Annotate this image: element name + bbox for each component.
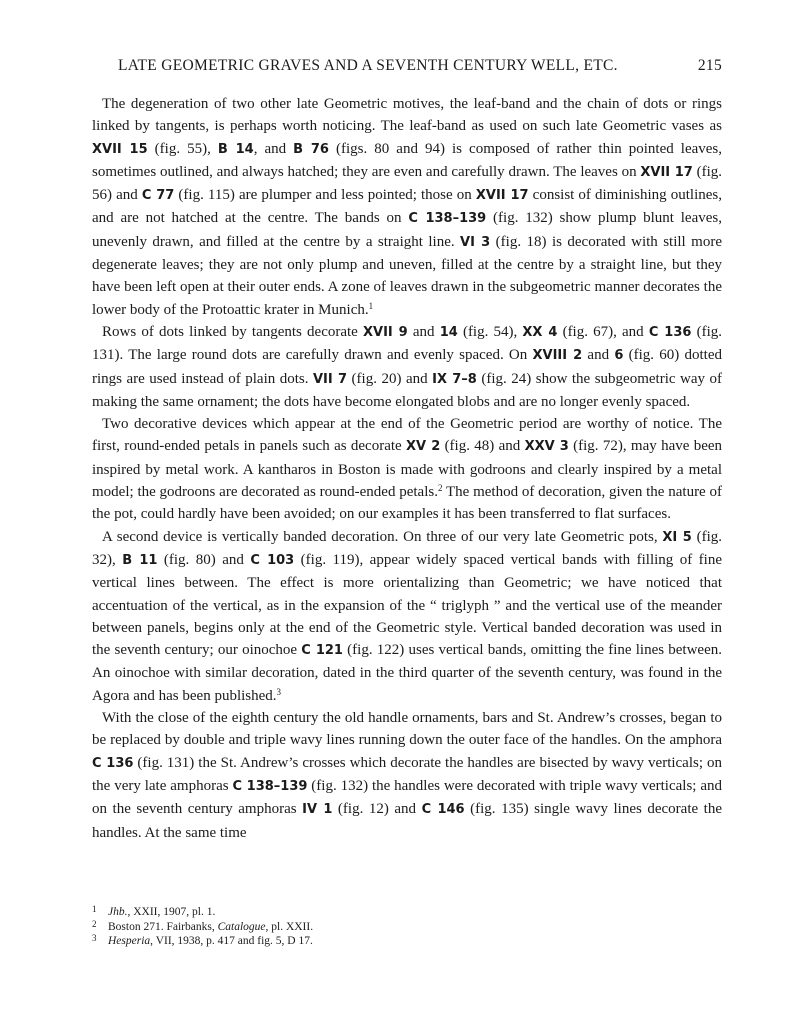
catalogue-reference: IV 1	[302, 802, 333, 818]
catalogue-reference: C 103	[250, 552, 295, 568]
catalogue-reference: C 136	[648, 324, 692, 340]
text-run: (fig. 131). The large round dots are carefully drawn and evenly spaced. On	[92, 323, 722, 364]
text-run: and	[582, 347, 615, 364]
paragraph	[92, 93, 722, 321]
footnote-text: , VII, 1938, p. 417 and fig. 5, D 17.	[150, 935, 313, 947]
running-title: LATE GEOMETRIC GRAVES AND A SEVENTH CENTURY WELL, ETC.	[118, 57, 618, 74]
catalogue-reference: XVII 9	[363, 324, 408, 340]
catalogue-reference: XXV 3	[524, 439, 569, 455]
paragraph	[92, 707, 722, 844]
catalogue-reference: XVII 17	[475, 188, 529, 204]
catalogue-reference: B 76	[293, 141, 329, 157]
catalogue-reference: XI 5	[662, 529, 692, 545]
text-run: (fig. 20) and	[347, 370, 433, 387]
catalogue-reference: XVIII 2	[532, 348, 583, 364]
body-text	[92, 93, 722, 844]
footnotes	[92, 905, 722, 949]
paragraph	[92, 321, 722, 413]
catalogue-reference: XVII 15	[92, 141, 148, 157]
text-run: , and	[253, 140, 294, 157]
text-run: (fig. 54),	[457, 323, 523, 340]
catalogue-reference: VII 7	[313, 371, 348, 387]
text-run: (fig. 55),	[147, 140, 218, 157]
text-run: (fig. 80) and	[157, 551, 251, 568]
catalogue-reference: VI 3	[460, 234, 491, 250]
text-run: consist of diminishing outlines, and are not hatched at the centre. The bands on	[92, 187, 723, 227]
text-run: (fig. 122) uses vertical bands, omitting the fine lines between. An oinochoe with similar decoration, dated in the third quarter of the seventh century, was found in the Agora and has been published.	[92, 642, 722, 704]
footnote-italic-text: Catalogue	[217, 920, 266, 933]
text-run: The method of decoration, given the nature of the pot, could hardly have been avoided; on our examples it has been transferred to flat surfaces.	[92, 484, 722, 523]
footnote-text: , XXII, 1907, pl. 1.	[127, 906, 216, 918]
catalogue-reference: B 11	[122, 552, 158, 568]
page-number: 215	[697, 57, 722, 74]
text-run: (fig. 135) single wavy lines decorate the handles. At the same time	[92, 801, 723, 841]
text-run: (fig. 131) the St. Andrew’s crosses which decorate the handles are bisected by wavy verticals; on the very late amphoras	[92, 754, 722, 794]
text-run: (fig. 67), and	[557, 323, 649, 340]
text-run: (fig. 48) and	[440, 438, 525, 455]
text-run: With the close of the eighth century the old handle ornaments, bars and St. Andrew’s crosses, began to be replaced by double and triple wavy lines running down the outer face of the handles. On the amphora	[92, 710, 722, 749]
catalogue-reference: XVII 17	[640, 164, 693, 180]
catalogue-reference: C 138–139	[232, 778, 308, 794]
catalogue-reference: 14	[439, 324, 458, 340]
text-run: (fig. 72), may have been inspired by metal work. A kantharos in Boston is made with godroons and clearly inspired by a metal model; the godroons are decorated as round-ended petals.	[92, 438, 723, 501]
footnote-marker: 3	[276, 686, 282, 697]
catalogue-reference: XV 2	[406, 439, 441, 455]
catalogue-reference: C 77	[141, 188, 175, 204]
text-run: The degeneration of two other late Geometric motives, the leaf-band and the chain of dots or rings linked by tangents, is perhaps worth noticing. The leaf-band as used on such late Geometric vases as	[92, 96, 722, 135]
catalogue-reference: C 146	[421, 802, 465, 818]
catalogue-reference: C 138–139	[408, 211, 487, 227]
paragraph	[92, 413, 722, 525]
footnote: 3 Hesperia, VII, 1938, p. 417 and fig. 5, D 17.	[92, 933, 313, 947]
catalogue-reference: XX 4	[522, 324, 558, 340]
catalogue-reference: C 136	[92, 755, 134, 771]
text-run: (fig. 56) and	[92, 163, 723, 204]
footnote: 1 Jhb., XXII, 1907, pl. 1.	[92, 904, 216, 918]
text-run: (fig. 32),	[92, 528, 722, 568]
footnote-italic-text: Jhb.	[108, 906, 128, 918]
text-run: (fig. 12) and	[332, 801, 422, 818]
paragraph	[92, 526, 722, 707]
footnote-marker: 2	[437, 483, 443, 494]
catalogue-reference: 6	[614, 348, 624, 364]
text-run: (fig. 115) are plumper and less pointed; those on	[174, 187, 476, 204]
footnote-text: , pl. XXII.	[265, 920, 314, 933]
text-run: (fig. 60) dotted rings are used instead of plain dots.	[92, 347, 722, 387]
text-run: and	[407, 323, 440, 340]
text-run: A second device is vertically banded decoration. On three of our very late Geometric pots,	[102, 528, 663, 545]
text-run: Two decorative devices which appear at the end of the Geometric period are worthy of notice. The first, round-ended petals in panels such as decorate	[92, 416, 722, 455]
text-run: (fig. 18) is decorated with still more degenerate leaves; they are not only plump and uneven, filled at the centre by a straight line, but they have been left open at their outer ends. A zone of leaves drawn in the subgeometric manner decorates the lower body of the Protoattic krater in Munich.	[92, 233, 722, 318]
text-run: (fig. 132) show plump blunt leaves, unevenly drawn, and filled at the centre by a straight line.	[92, 210, 722, 250]
text-run: (figs. 80 and 94) is composed of rather thin pointed leaves, sometimes outlined, and always hatched; they are even and carefully drawn. The leaves on	[92, 140, 723, 180]
catalogue-reference: IX 7–8	[432, 371, 477, 387]
footnote: 2 Boston 271. Fairbanks, Catalogue, pl. XXII.	[92, 918, 314, 933]
footnote-italic-text: Hesperia	[108, 935, 151, 947]
text-run: (fig. 132) the handles were decorated with triple wavy verticals; and on the seventh century amphoras	[92, 777, 722, 818]
footnote-text: Boston 271. Fairbanks,	[108, 920, 218, 933]
catalogue-reference: B 14	[217, 141, 254, 157]
text-run: (fig. 119), appear widely spaced vertical bands with filling of fine vertical lines between. The effect is more orientalizing than Geometric; we have noticed that accentuation of the vertical, as in the expansion of the “ triglyph ” and the vertical use of the meander between panels, begins only at the end of the Geometric style. Vertical banded decoration was used in the seventh century; our oinochoe	[92, 551, 722, 659]
footnote-marker: 1	[368, 300, 374, 311]
text-run: (fig. 24) show the subgeometric way of making the same ornament; the dots have become elongated blobs and are no longer evenly spaced.	[92, 370, 722, 410]
text-run: Rows of dots linked by tangents decorate	[102, 323, 363, 340]
catalogue-reference: C 121	[301, 643, 343, 659]
